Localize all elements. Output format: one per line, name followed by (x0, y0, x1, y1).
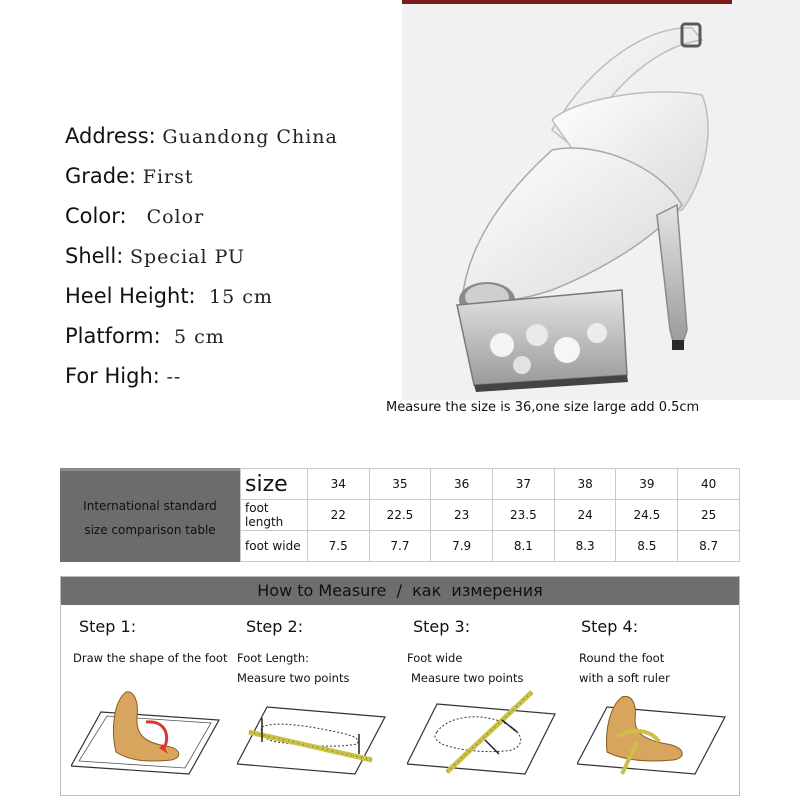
spec-shell (65, 241, 245, 271)
table-cell: 8.3 (554, 531, 616, 562)
spec-value: Guandong China (162, 126, 338, 148)
spec-for-high (65, 361, 181, 391)
table-cell: 24.5 (616, 500, 678, 531)
table-cell: 23 (431, 500, 493, 531)
spec-value: Special PU (130, 246, 246, 268)
table-cell: 23.5 (493, 500, 555, 531)
step-3-desc: Foot wide (407, 651, 463, 665)
photo-top-strip (402, 0, 732, 4)
how-to-measure-title: How to Measure / как измерения (257, 581, 543, 600)
step-3-desc-2: Measure two points (411, 671, 524, 685)
spec-label: Shell: (65, 244, 124, 268)
step-4-desc: Round the foot (579, 651, 665, 665)
spec-heel-height (65, 281, 273, 311)
table-cell: 37 (493, 469, 555, 500)
size-table-label-line2: size comparison table (84, 523, 216, 537)
table-cell: 8.5 (616, 531, 678, 562)
row-header: foot length (241, 500, 308, 531)
foot-round-ruler-icon (577, 682, 727, 777)
size-table-label-line1: International standard (83, 499, 217, 513)
table-cell: 38 (554, 469, 616, 500)
spec-label: For High: (65, 364, 160, 388)
spec-label: Address: (65, 124, 156, 148)
step-2-title: Step 2: (246, 617, 304, 636)
table-cell: 22.5 (369, 500, 431, 531)
spec-label: Color: (65, 204, 127, 228)
spec-address (65, 121, 338, 151)
table-cell: 7.9 (431, 531, 493, 562)
table-cell: 34 (307, 469, 369, 500)
size-comparison-table (60, 468, 740, 562)
foot-trace-icon (71, 682, 221, 777)
spec-color (65, 201, 204, 231)
table-cell: 25 (678, 500, 740, 531)
shoe-image (402, 0, 800, 400)
size-note: Measure the size is 36,one size large add 0.5cm (386, 400, 700, 415)
step-4-title: Step 4: (581, 617, 639, 636)
how-to-measure-panel (60, 576, 740, 796)
step-1-desc: Draw the shape of the foot (73, 651, 228, 665)
table-cell: 35 (369, 469, 431, 500)
sandal-icon (402, 0, 800, 400)
step-4-desc-2: with a soft ruler (579, 671, 670, 685)
row-header: foot wide (241, 531, 308, 562)
size-grid (240, 468, 740, 562)
table-row (241, 531, 740, 562)
spec-value: 5 cm (174, 326, 225, 348)
spec-platform (65, 321, 225, 351)
table-cell: 8.1 (493, 531, 555, 562)
step-3-title: Step 3: (413, 617, 471, 636)
step-2-desc-2: Measure two points (237, 671, 350, 685)
spec-value: 15 cm (209, 286, 273, 308)
spec-grade (65, 161, 194, 191)
table-cell: 24 (554, 500, 616, 531)
spec-label: Heel Height: (65, 284, 196, 308)
spec-value: Color (146, 206, 205, 228)
step-2-desc: Foot Length: (237, 651, 309, 665)
table-cell: 40 (678, 469, 740, 500)
foot-width-ruler-icon (407, 682, 557, 777)
size-table-label (60, 468, 240, 562)
table-cell: 36 (431, 469, 493, 500)
table-cell: 7.7 (369, 531, 431, 562)
spec-label: Platform: (65, 324, 161, 348)
spec-value: First (142, 166, 194, 188)
table-row (241, 469, 740, 500)
row-header: size (241, 469, 308, 500)
step-1-title: Step 1: (79, 617, 137, 636)
table-cell: 22 (307, 500, 369, 531)
table-cell: 7.5 (307, 531, 369, 562)
foot-length-ruler-icon (237, 682, 387, 777)
spec-label: Grade: (65, 164, 137, 188)
table-cell: 39 (616, 469, 678, 500)
table-cell: 8.7 (678, 531, 740, 562)
table-row (241, 500, 740, 531)
spec-value: -- (166, 366, 182, 388)
